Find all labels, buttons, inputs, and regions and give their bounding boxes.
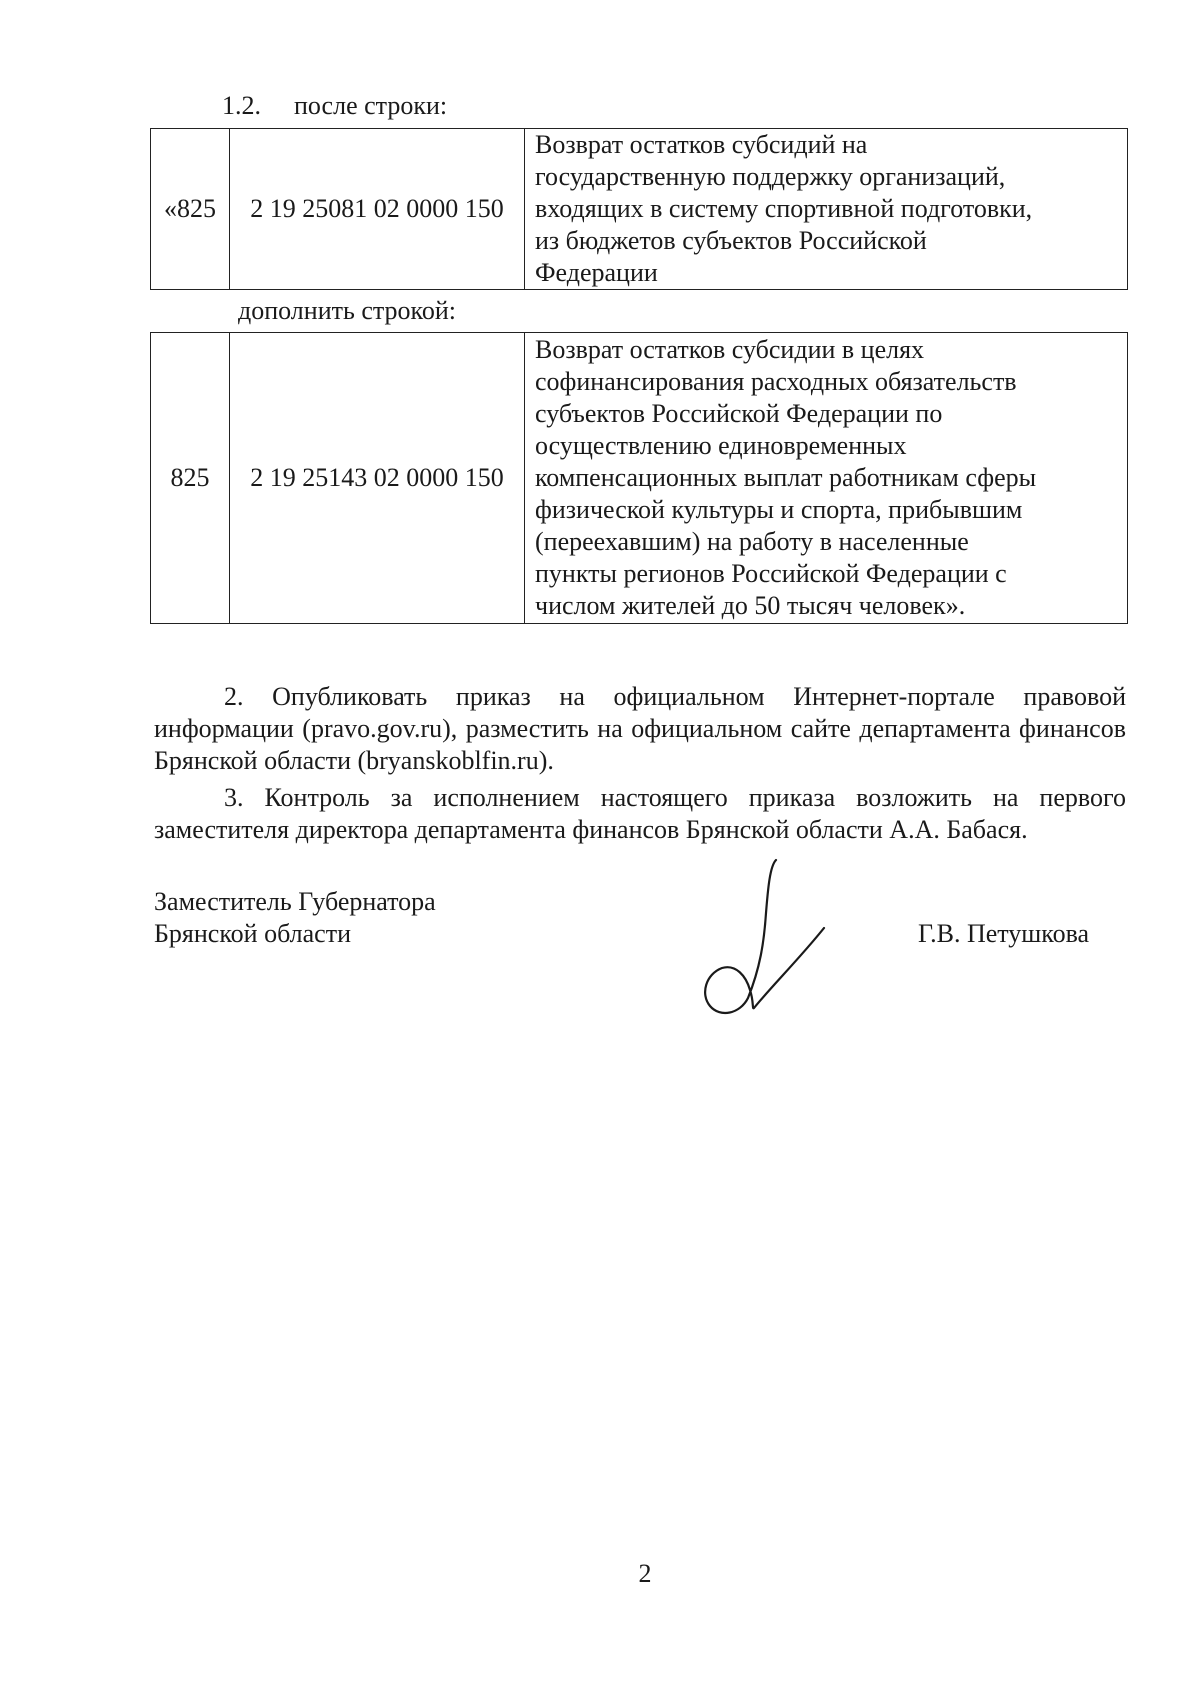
description-line: входящих в систему спортивной подготовки, — [535, 194, 1033, 223]
description-line: Возврат остатков субсидий на — [535, 130, 868, 159]
description-line: из бюджетов субъектов Российской — [535, 226, 927, 255]
position-line: Брянской области — [154, 919, 351, 948]
description-cell — [525, 129, 1128, 290]
description-line: физической культуры и спорта, прибывшим — [535, 495, 1023, 524]
paragraph-control: 3. Контроль за исполнением настоящего приказа возложить на первого заместителя директора департамента финансов Брянской области А.А. Бабася. — [154, 783, 1126, 844]
add-row-text: дополнить строкой: — [238, 296, 456, 325]
existing-row-table — [150, 128, 1128, 290]
admin-code-cell: 825 — [151, 333, 230, 624]
paragraph-publish: 2. Опубликовать приказ на официальном Интернет-портале правовой информации (pravo.gov.ru), разместить на официальном сайте департамента финансов Брянской области (bryanskoblfin.ru). — [154, 682, 1126, 775]
description-line: Возврат остатков субсидии в целях — [535, 335, 925, 364]
budget-code-cell: 2 19 25143 02 0000 150 — [230, 333, 525, 624]
signatory-name: Г.В. Петушкова — [918, 919, 1090, 948]
description-line: Федерации — [535, 258, 658, 287]
table-row — [151, 129, 1128, 290]
description-line: числом жителей до 50 тысяч человек». — [535, 591, 966, 620]
new-row-table — [150, 332, 1128, 624]
description-line: (переехавшим) на работу в населенные — [535, 527, 969, 556]
section-number: 1.2. — [222, 91, 261, 120]
description-cell — [525, 333, 1128, 624]
handwritten-signature — [690, 858, 830, 1018]
budget-code-cell: 2 19 25081 02 0000 150 — [230, 129, 525, 290]
admin-code-cell: «825 — [151, 129, 230, 290]
description-line: пункты регионов Российской Федерации с — [535, 559, 1007, 588]
description-line: государственную поддержку организаций, — [535, 162, 1006, 191]
description-line: компенсационных выплат работникам сферы — [535, 463, 1037, 492]
table-row — [151, 333, 1128, 624]
description-line: софинансирования расходных обязательств — [535, 367, 1017, 396]
section-heading — [222, 90, 447, 122]
section-text: после строки: — [294, 91, 448, 120]
description-line: осуществлению единовременных — [535, 431, 907, 460]
page-number: 2 — [638, 1559, 652, 1588]
position-line: Заместитель Губернатора — [154, 887, 436, 916]
description-line: субъектов Российской Федерации по — [535, 399, 943, 428]
signatory-position — [154, 886, 436, 950]
